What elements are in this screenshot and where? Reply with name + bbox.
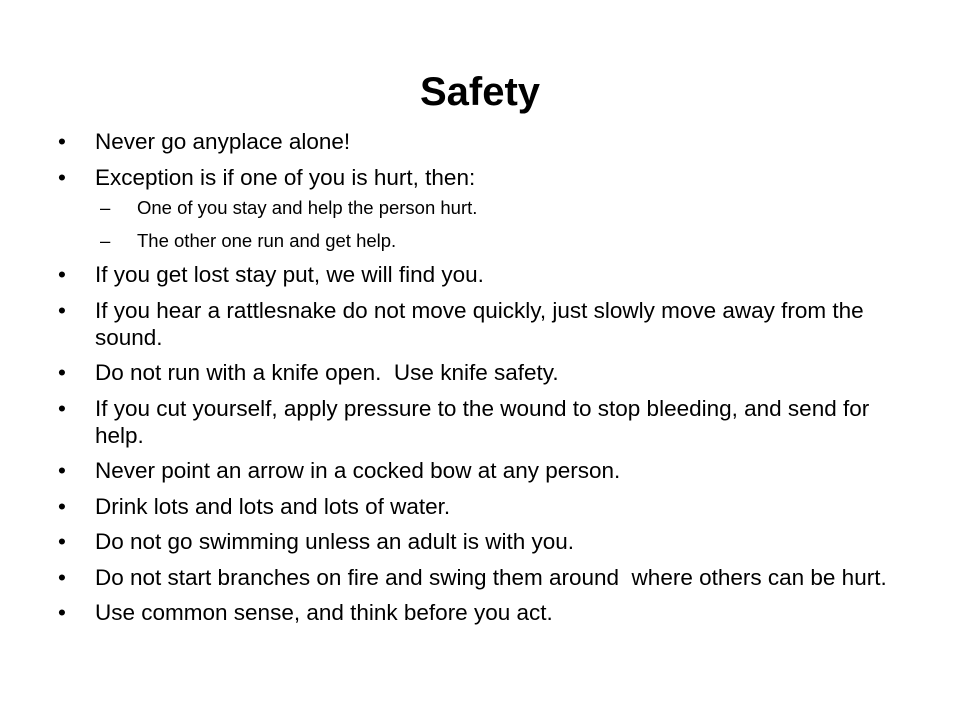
bullet-marker: • — [58, 297, 66, 323]
bullet-text: If you get lost stay put, we will find you. — [95, 262, 484, 287]
bullet-marker: • — [58, 564, 66, 590]
list-item — [58, 128, 918, 155]
bullet-marker: • — [58, 262, 66, 287]
sub-bullet-marker: – — [100, 196, 111, 218]
bullet-marker: • — [58, 458, 66, 483]
list-item — [58, 493, 918, 520]
sub-list-item — [95, 229, 918, 253]
bullet-marker: • — [58, 164, 66, 190]
bullet-list — [58, 128, 918, 635]
list-item — [58, 528, 918, 555]
sub-bullet-marker: – — [100, 229, 111, 251]
bullet-marker: • — [58, 600, 66, 625]
slide-title: Safety — [419, 70, 541, 114]
bullet-text: Do not go swimming unless an adult is with you. — [95, 529, 574, 554]
list-item — [58, 564, 918, 591]
bullet-text: Exception is if one of you is hurt, then: — [95, 164, 476, 190]
sub-bullet-text: One of you stay and help the person hurt. — [137, 196, 478, 218]
list-item — [58, 261, 918, 288]
bullet-marker: • — [58, 129, 66, 154]
list-item — [58, 359, 918, 386]
sub-bullet-list — [95, 196, 918, 253]
bullet-text: Use common sense, and think before you act. — [95, 600, 553, 625]
list-item — [58, 297, 918, 351]
bullet-text: Do not run with a knife open. Use knife safety. — [95, 360, 559, 385]
bullet-text: Never go anyplace alone! — [95, 129, 351, 154]
list-item — [58, 395, 918, 449]
list-item — [58, 457, 918, 484]
bullet-text: If you cut yourself, apply pressure to the wound to stop bleeding, and send for help. — [95, 395, 870, 448]
bullet-text: Drink lots and lots and lots of water. — [95, 493, 451, 519]
bullet-text: If you hear a rattlesnake do not move quickly, just slowly move away from the sound. — [95, 297, 864, 350]
bullet-text: Do not start branches on fire and swing them around where others can be hurt. — [95, 564, 887, 590]
bullet-marker: • — [58, 529, 66, 554]
bullet-marker: • — [58, 493, 66, 519]
bullet-marker: • — [58, 395, 66, 421]
sub-list-item — [95, 196, 918, 220]
bullet-text: Never point an arrow in a cocked bow at any person. — [95, 458, 621, 483]
sub-bullet-text: The other one run and get help. — [137, 229, 397, 251]
bullet-marker: • — [58, 360, 66, 385]
list-item — [58, 599, 918, 626]
list-item — [58, 164, 918, 253]
